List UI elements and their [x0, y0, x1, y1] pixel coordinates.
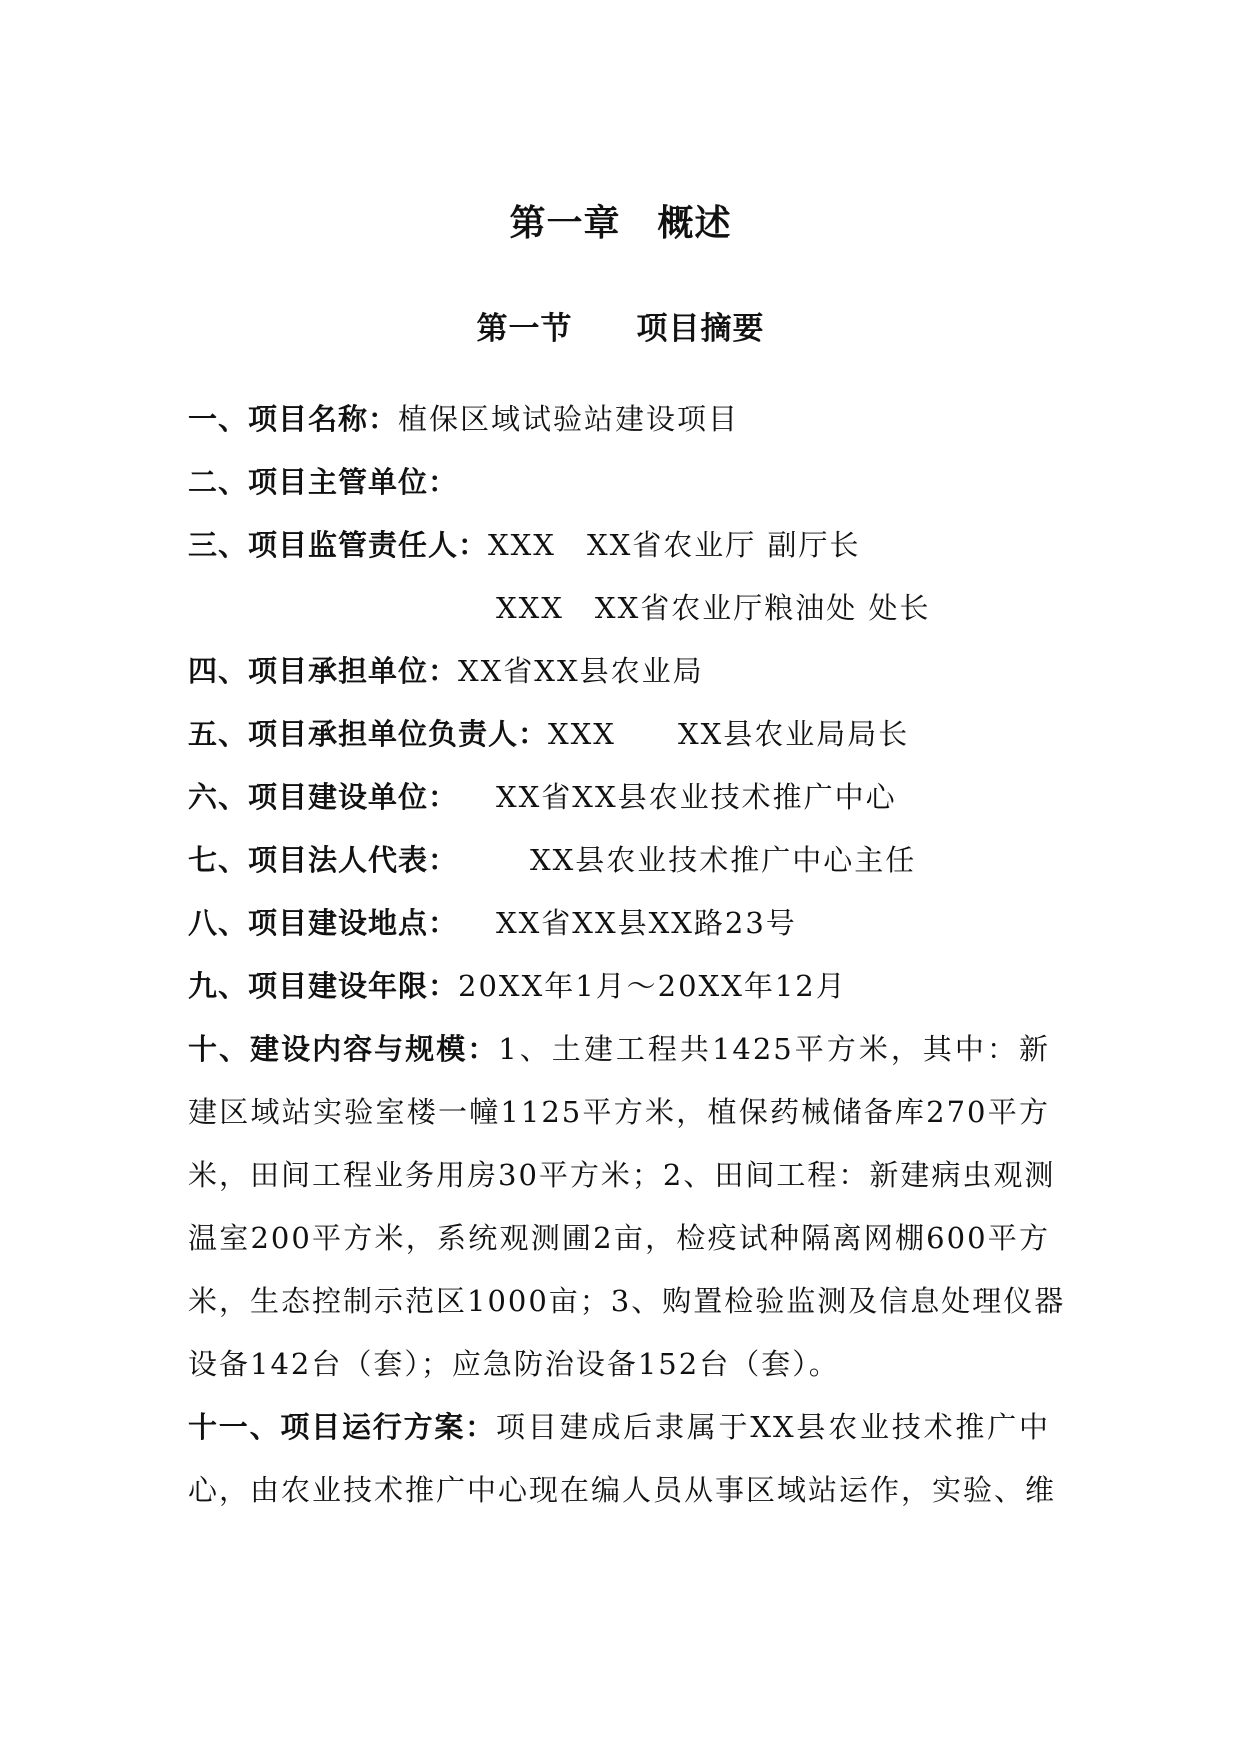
item-operation-plan	[188, 1405, 1050, 1449]
paragraph-line: 温室200平方米，系统观测圃2亩，检疫试种隔离网棚600平方	[188, 1221, 1050, 1255]
item-value: 20XX年1月～20XX年12月	[458, 969, 847, 1003]
paragraph-line: 1、土建工程共1425平方米，其中：新	[498, 1032, 1050, 1066]
item-construction-content	[188, 1027, 1050, 1071]
item-construction-location	[188, 901, 1068, 945]
item-construction-unit	[188, 775, 1068, 819]
item-supervising-unit	[188, 460, 1068, 504]
item-project-name	[188, 397, 1068, 441]
item-responsible-person	[188, 523, 1068, 567]
item-responsible-person-continued	[496, 586, 1056, 630]
chapter-title: 第一章 概述	[509, 203, 732, 244]
item-value: XXX XX省农业厅粮油处 处长	[496, 591, 931, 625]
item-label: 九、项目建设年限：	[188, 969, 459, 1003]
paragraph-line: 米，田间工程业务用房30平方米；2、田间工程：新建病虫观测	[188, 1158, 1056, 1192]
item-value: XX省XX县农业局	[458, 654, 704, 688]
item-legal-representative	[188, 838, 1068, 882]
paragraph-line: 项目建成后隶属于XX县农业技术推广中	[495, 1410, 1050, 1444]
item-value: XXX XX省农业厅 副厅长	[488, 528, 861, 562]
item-value: XXX XX县农业局局长	[548, 717, 910, 751]
item-label: 七、项目法人代表：	[188, 843, 459, 877]
item-label: 四、项目承担单位：	[188, 654, 459, 688]
paragraph-line: 设备142台（套）；应急防治设备152台（套）。	[188, 1347, 840, 1381]
item-construction-period	[188, 964, 1068, 1008]
item-label: 三、项目监管责任人：	[188, 528, 489, 562]
item-value: XX省XX县XX路23号	[496, 906, 797, 940]
paragraph-line: 心，由农业技术推广中心现在编人员从事区域站运作，实验、维	[188, 1473, 1057, 1507]
item-value: XX县农业技术推广中心主任	[530, 843, 917, 877]
item-label: 八、项目建设地点：	[188, 906, 459, 940]
item-value: XX省XX县农业技术推广中心	[496, 780, 897, 814]
item-label: 六、项目建设单位：	[188, 780, 459, 814]
item-undertaking-unit	[188, 649, 1068, 693]
item-label: 二、项目主管单位：	[188, 465, 459, 499]
paragraph-line: 建区域站实验室楼一幢1125平方米，植保药械储备库270平方	[188, 1095, 1050, 1129]
section-title: 第一节 项目摘要	[476, 311, 765, 347]
item-label: 十一、项目运行方案：	[188, 1410, 496, 1444]
item-value: 植保区域试验站建设项目	[398, 402, 740, 436]
paragraph-line: 米，生态控制示范区1000亩；3、购置检验监测及信息处理仪器	[188, 1284, 1066, 1318]
item-label: 十、建设内容与规模：	[188, 1032, 499, 1066]
item-undertaking-unit-head	[188, 712, 1068, 756]
item-label: 五、项目承担单位负责人：	[188, 717, 549, 751]
item-label: 一、项目名称：	[188, 402, 399, 436]
